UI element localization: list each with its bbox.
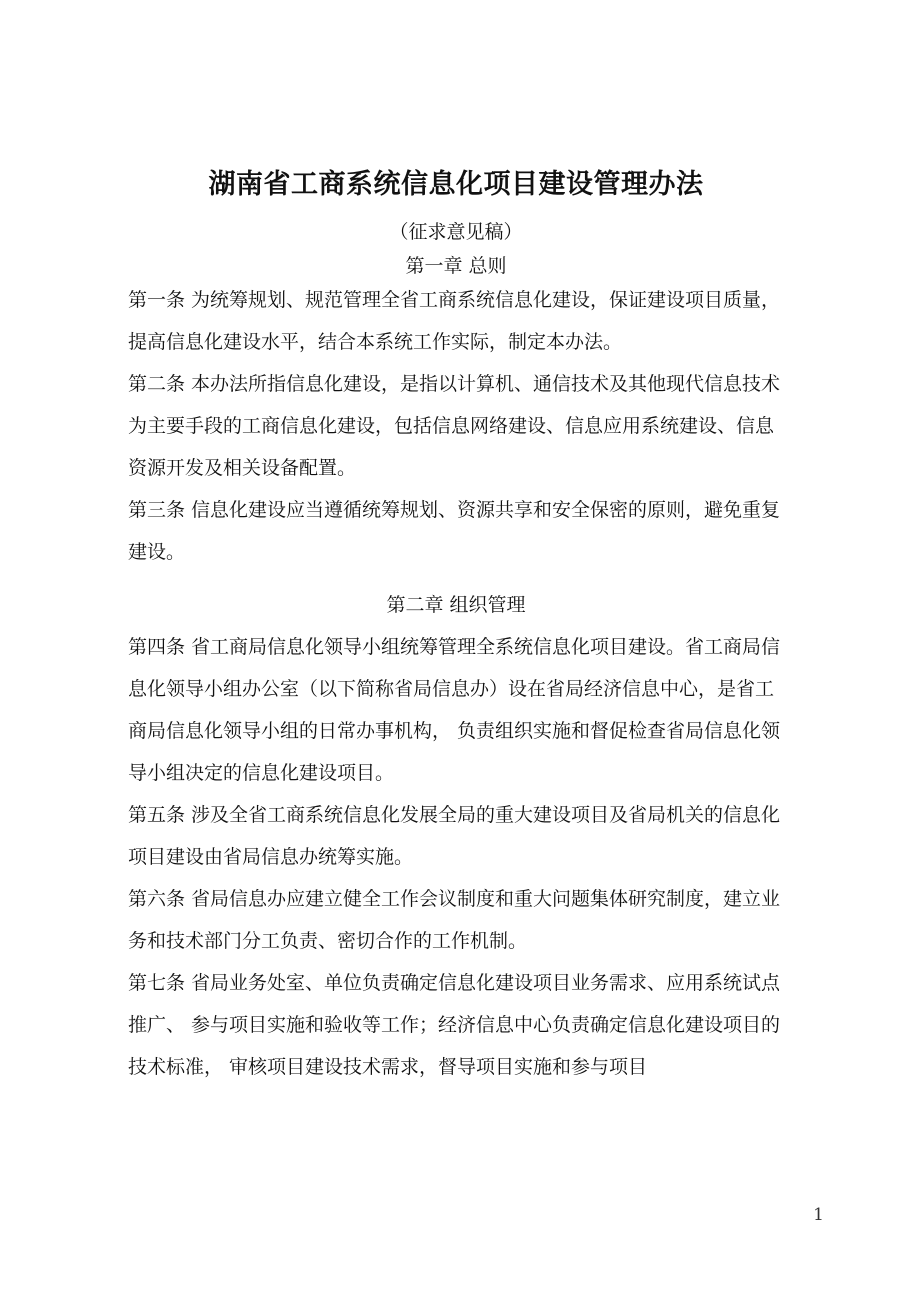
- article-item: 第二条 本办法所指信息化建设，是指以计算机、通信技术及其他现代信息技术为主要手段的工商信息化建设，包括信息网络建设、信息应用系统建设、信息资源开发及相关设备配置。: [128, 373, 781, 480]
- document-content: [128, 0, 784, 1088]
- article-item: 第一条 为统筹规划、规范管理全省工商系统信息化建设，保证建设项目质量，提高信息化建设水平，结合本系统工作实际，制定本办法。: [128, 289, 781, 354]
- chapter-heading-2: 第二章 组织管理: [386, 594, 526, 617]
- chapter-2-articles: [128, 626, 784, 1088]
- page-title: 湖南省工商系统信息化项目建设管理办法: [208, 169, 704, 200]
- article-item: 第七条 省局业务处室、单位负责确定信息化建设项目业务需求、应用系统试点推广、 参与项目实施和验收等工作；经济信息中心负责确定信息化建设项目的技术标准， 审核项目建设技术需求，督导项目实施和参与项目: [128, 971, 781, 1078]
- chapter-1-articles: [128, 279, 784, 573]
- chapter-heading-1: 第一章 总则: [405, 255, 507, 278]
- article-item: 第三条 信息化建设应当遵循统筹规划、资源共享和安全保密的原则，避免重复建设。: [128, 499, 781, 564]
- article-item: 第六条 省局信息办应建立健全工作会议制度和重大问题集体研究制度，建立业务和技术部门分工负责、密切合作的工作机制。: [128, 887, 781, 952]
- document-subtitle: （征求意见稿）: [389, 220, 523, 243]
- article-item: 第四条 省工商局信息化领导小组统筹管理全系统信息化项目建设。省工商局信息化领导小组办公室（以下简称省局信息办）设在省局经济信息中心，是省工商局信息化领导小组的日常办事机构， 负责组织实施和督促检查省局信息化领导小组决定的信息化建设项目。: [128, 635, 781, 784]
- article-item: 第五条 涉及全省工商系统信息化发展全局的重大建设项目及省局机关的信息化项目建设由省局信息办统筹实施。: [128, 803, 781, 868]
- page-number: 1: [813, 1205, 824, 1225]
